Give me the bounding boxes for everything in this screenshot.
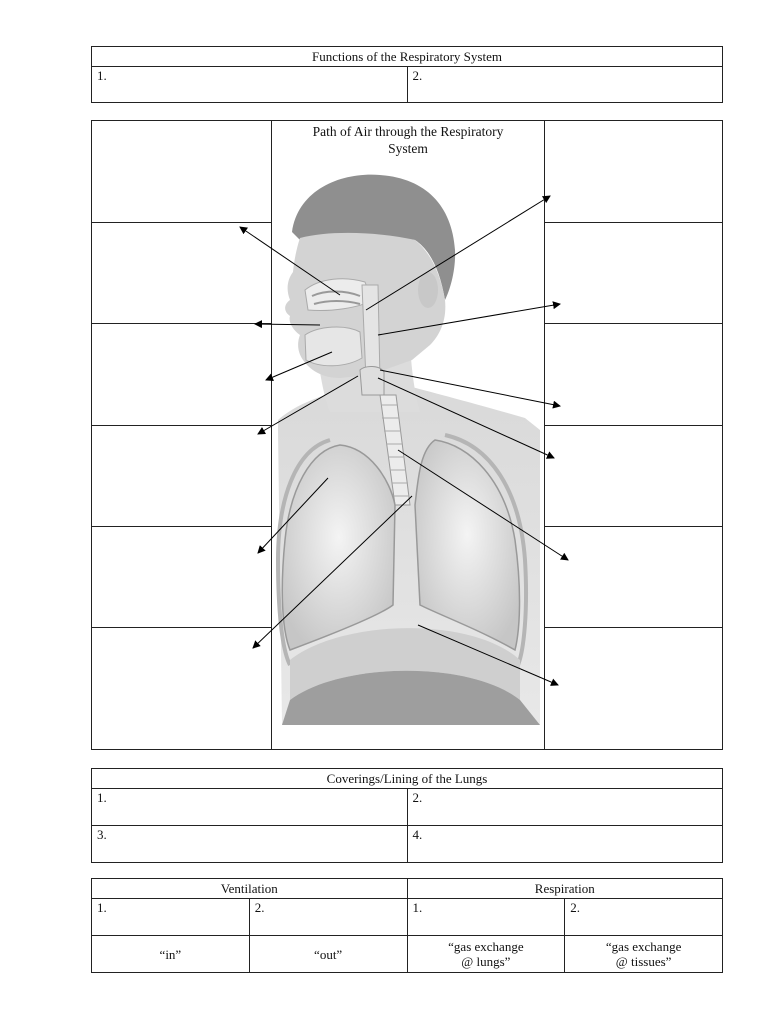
coverings-table (91, 768, 723, 863)
ventilation-cell-2[interactable]: 2. (249, 899, 407, 936)
coverings-title: Coverings/Lining of the Lungs (92, 769, 723, 789)
ventilation-out-label: “out” (249, 936, 407, 973)
functions-title: Functions of the Respiratory System (92, 47, 723, 67)
respiration-title: Respiration (407, 879, 723, 899)
respiration-cell-2[interactable]: 2. (565, 899, 723, 936)
functions-cell-1[interactable]: 1. (92, 67, 408, 103)
functions-cell-2[interactable]: 2. (407, 67, 723, 103)
coverings-cell-4[interactable]: 4. (407, 826, 723, 863)
respiration-lungs-label: “gas exchange @ lungs” (407, 936, 565, 973)
ventilation-cell-1[interactable]: 1. (92, 899, 250, 936)
respiration-cell-1[interactable]: 1. (407, 899, 565, 936)
path-title: Path of Air through the Respiratory System (312, 124, 504, 156)
ventilation-respiration-table (91, 878, 723, 973)
ventilation-in-label: “in” (92, 936, 250, 973)
ventilation-title: Ventilation (92, 879, 408, 899)
respiration-tissues-label: “gas exchange @ tissues” (565, 936, 723, 973)
coverings-cell-3[interactable]: 3. (92, 826, 408, 863)
anatomy-figure (278, 175, 540, 725)
coverings-cell-2[interactable]: 2. (407, 789, 723, 826)
coverings-cell-1[interactable]: 1. (92, 789, 408, 826)
